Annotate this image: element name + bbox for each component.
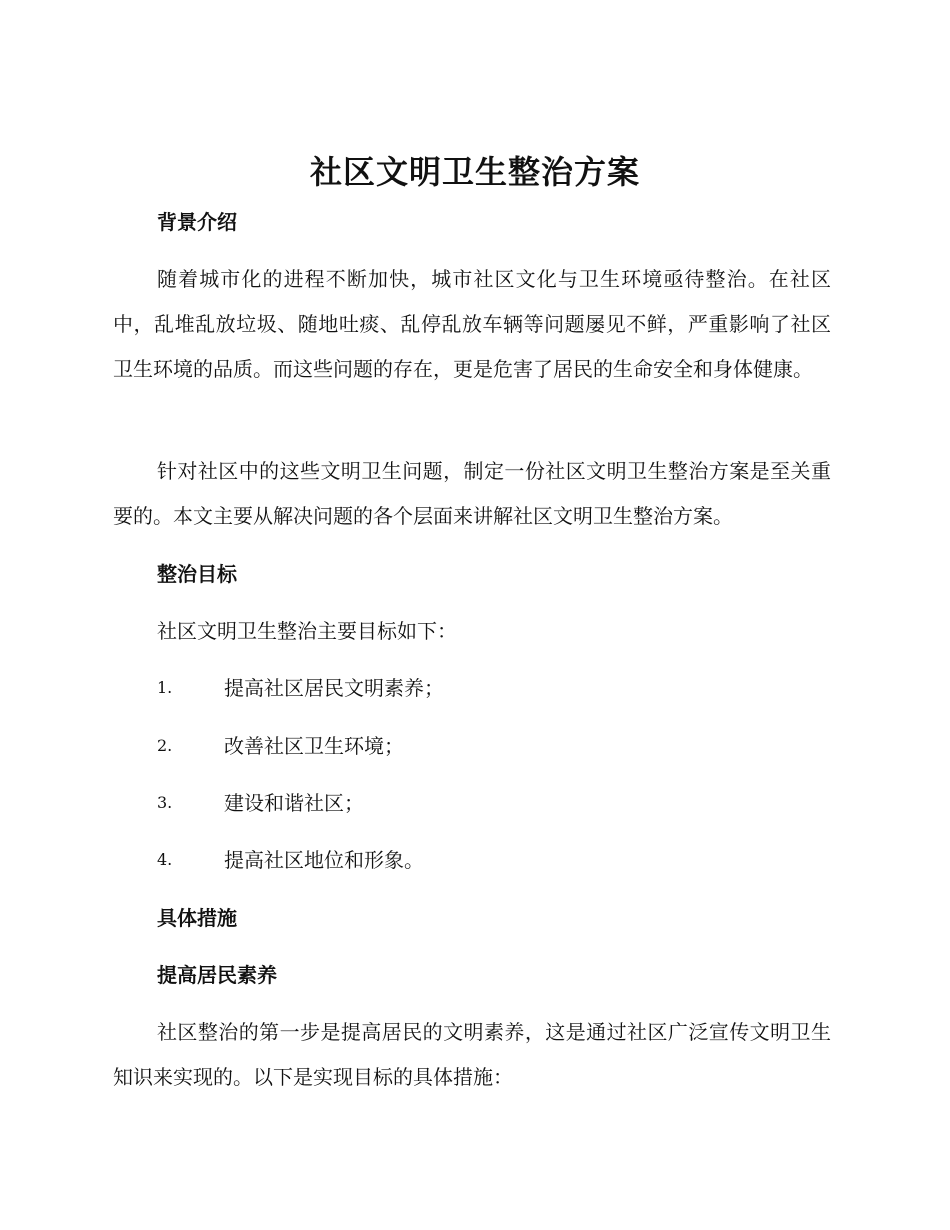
list-item-text: 提高社区地位和形象。 <box>224 848 424 872</box>
list-item-number: 4. <box>157 850 173 869</box>
list-item-text: 提高社区居民文明素养； <box>224 676 444 700</box>
list-item <box>157 789 837 817</box>
list-item-text: 改善社区卫生环境； <box>224 734 404 758</box>
list-item-number: 1. <box>157 678 173 697</box>
list-item <box>157 732 837 760</box>
section-heading-measures: 具体措施 <box>157 906 237 930</box>
list-item-number: 2. <box>157 736 173 755</box>
section-heading-background: 背景介绍 <box>157 210 237 234</box>
list-item <box>157 846 837 874</box>
paragraph-background-2: 针对社区中的这些文明卫生问题，制定一份社区文明卫生整治方案是至关重要的。本文主要从解决问题的各个层面来讲解社区文明卫生整治方案。 <box>113 459 831 528</box>
list-item-number: 3. <box>157 793 173 812</box>
goals-intro: 社区文明卫生整治主要目标如下： <box>157 619 457 643</box>
section-heading-goals: 整治目标 <box>157 562 237 586</box>
list-item-text: 建设和谐社区； <box>224 791 364 815</box>
paragraph-measures: 社区整治的第一步是提高居民的文明素养，这是通过社区广泛宣传文明卫生知识来实现的。以下是实现目标的具体措施： <box>113 1020 831 1089</box>
paragraph-background-1: 随着城市化的进程不断加快，城市社区文化与卫生环境亟待整治。在社区中，乱堆乱放垃圾、随地吐痰、乱停乱放车辆等问题屡见不鲜，严重影响了社区卫生环境的品质。而这些问题的存在，更是危害了居民的生命安全和身体健康。 <box>113 267 831 381</box>
list-item <box>157 674 837 702</box>
subsection-heading-residents: 提高居民素养 <box>157 963 277 987</box>
document-title: 社区文明卫生整治方案 <box>309 153 640 191</box>
